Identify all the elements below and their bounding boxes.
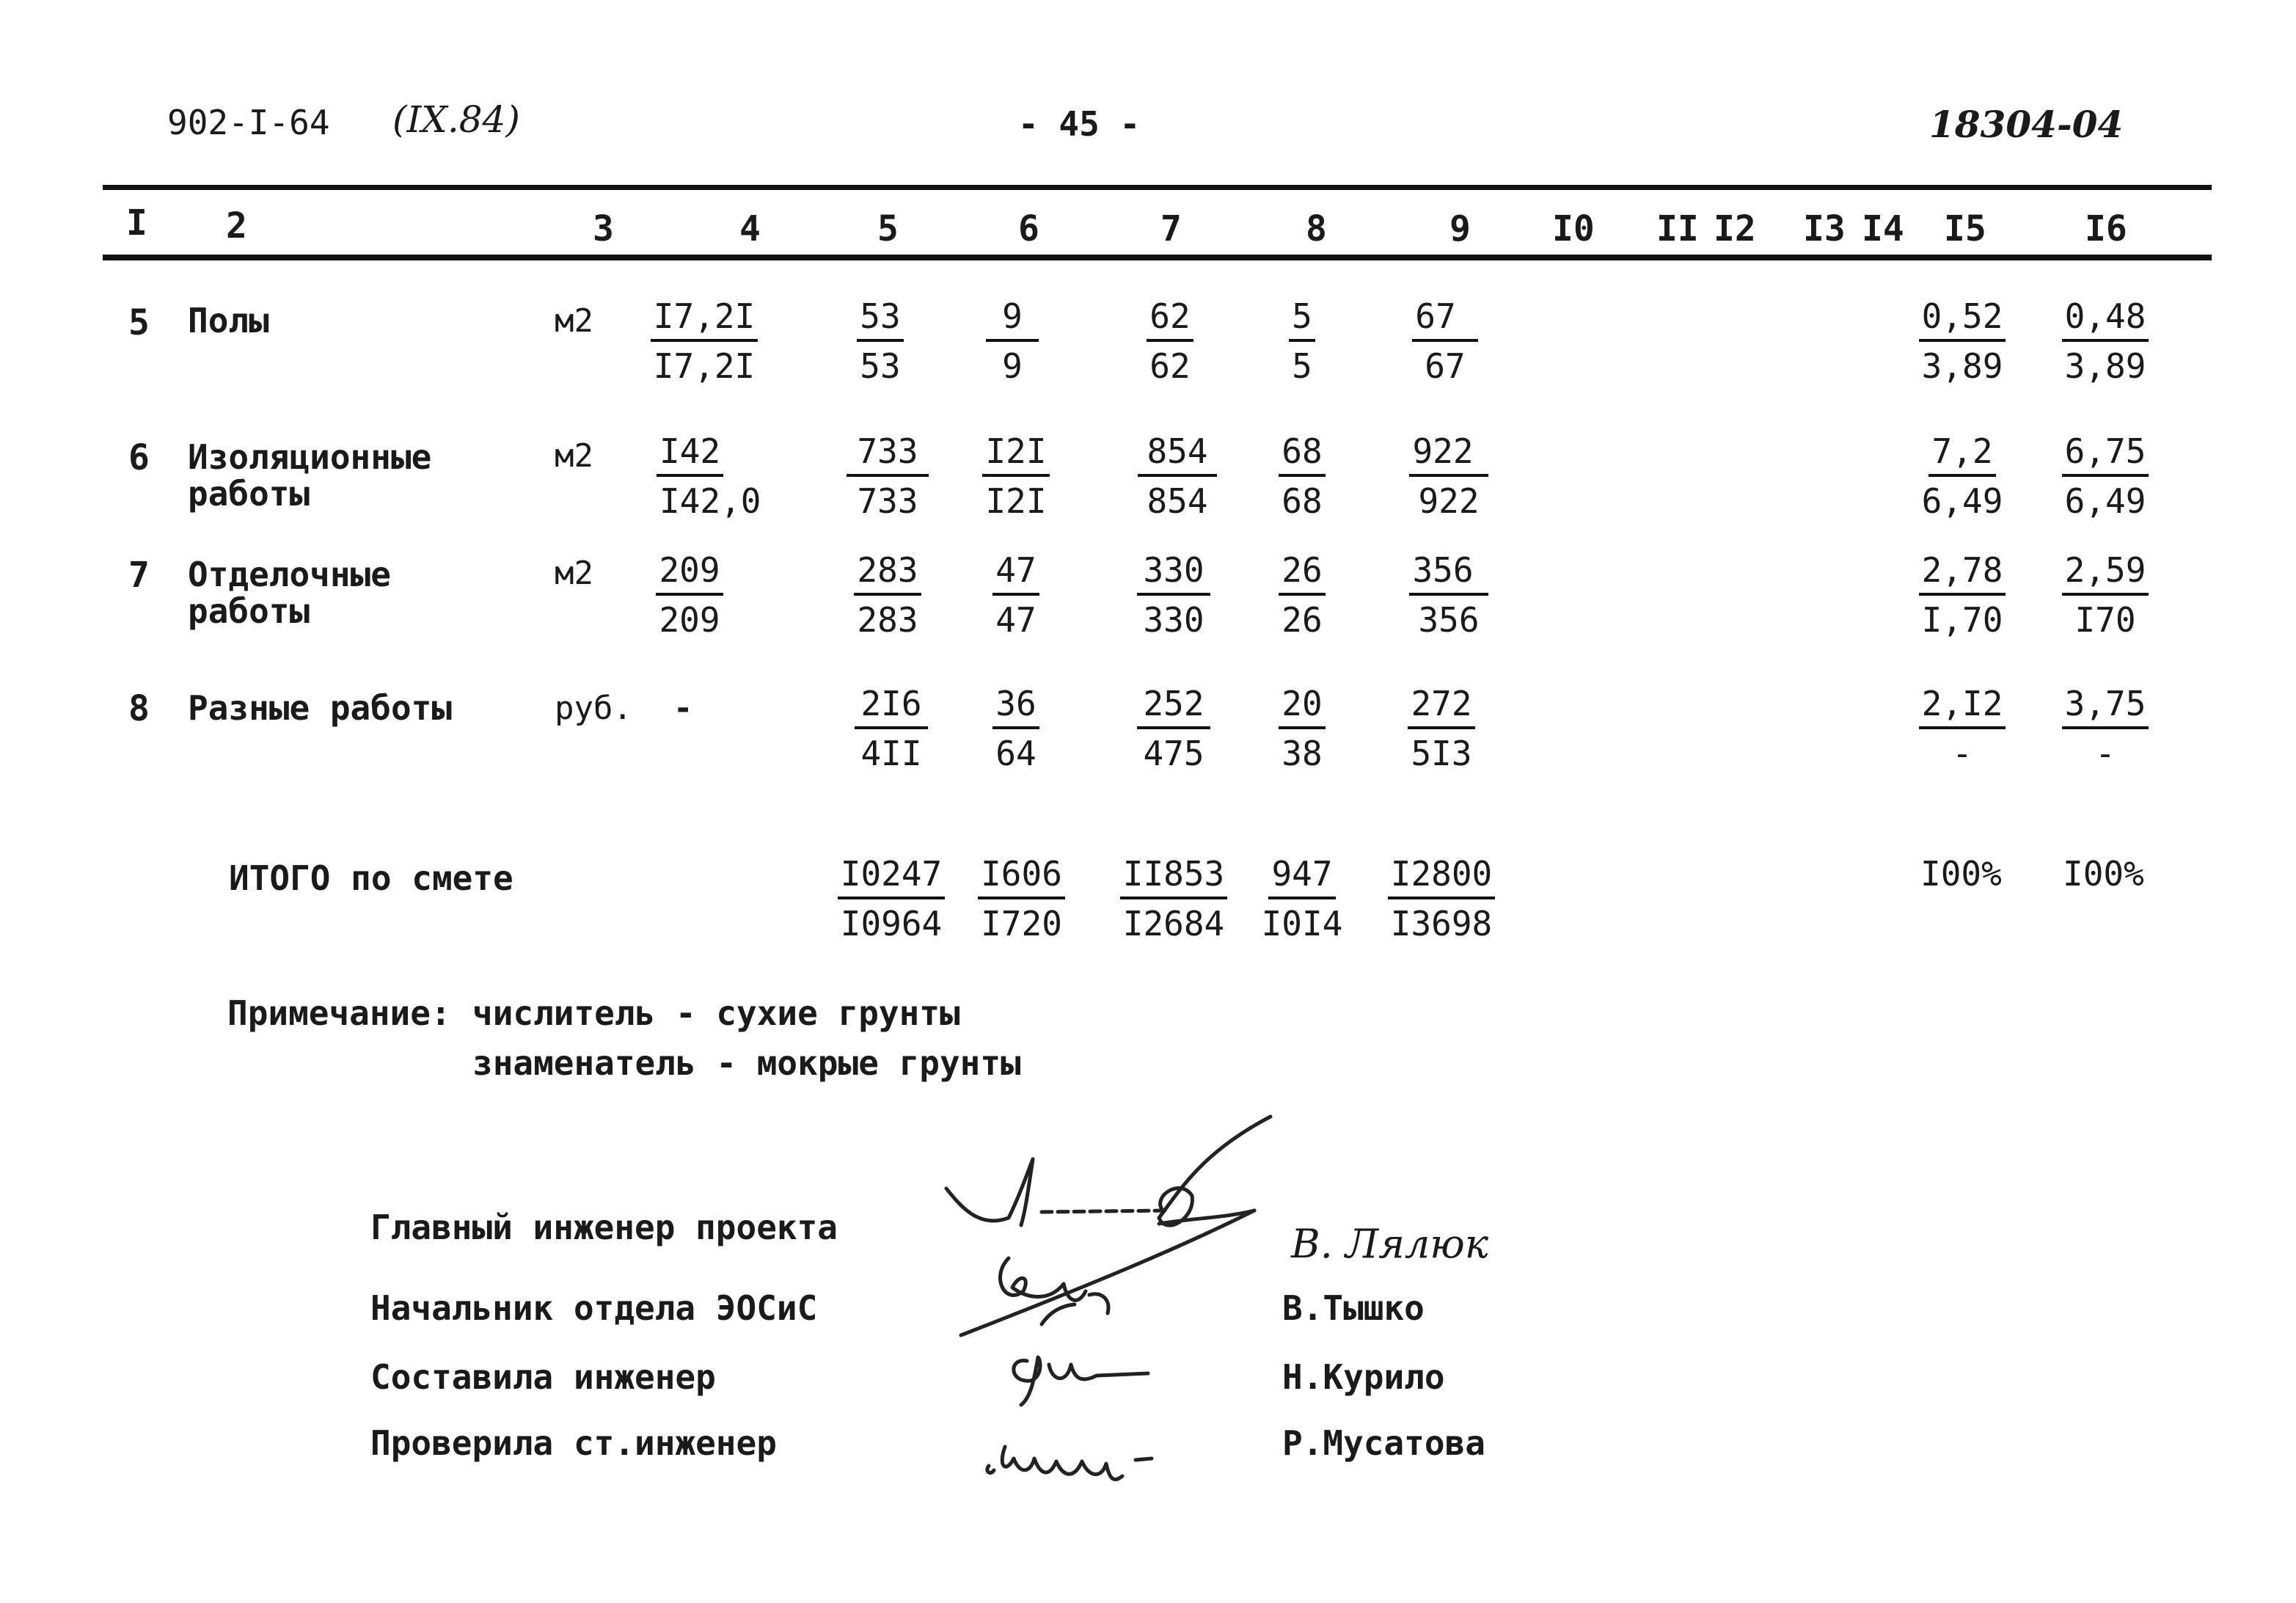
row-unit: м2 [555, 437, 593, 475]
numerator: 62 [1147, 296, 1193, 342]
signer-role: Главный инженер проекта [370, 1208, 838, 1247]
total-col-9 [1379, 854, 1504, 943]
numerator: 9 [986, 296, 1039, 342]
denominator: 47 [995, 600, 1037, 640]
col-header-10: I0 [1552, 208, 1595, 249]
numerator: 209 [656, 550, 723, 596]
document-code: 902-I-64 [167, 103, 330, 142]
numerator: 947 [1268, 854, 1335, 899]
col-header-12: I2 [1714, 208, 1756, 249]
signer-name: В. Лялюк [1291, 1221, 1488, 1267]
numerator: 53 [857, 296, 903, 342]
numerator: 272 [1408, 684, 1474, 729]
denominator: 9 [1002, 346, 1023, 386]
cell-col-7 [1126, 684, 1221, 773]
row-unit: м2 [555, 302, 593, 340]
denominator: I0964 [840, 904, 943, 943]
denominator: 209 [659, 600, 720, 640]
cell-col-15 [1911, 550, 2014, 640]
note-line-denominator: знаменатель - мокрые грунты [472, 1043, 1021, 1083]
cell-col-7 [1126, 296, 1214, 386]
cell-col-4-dash: - [673, 690, 693, 727]
denominator: 475 [1143, 734, 1204, 773]
total-col-7 [1111, 854, 1236, 943]
col-header-3: 3 [593, 208, 614, 249]
numerator: 5 [1289, 296, 1315, 342]
denominator: 62 [1149, 346, 1191, 386]
col-header-2: 2 [226, 205, 247, 247]
col-header-5: 5 [877, 208, 899, 249]
cell-col-4 [646, 550, 734, 640]
signer-name: Н.Курило [1282, 1357, 1445, 1397]
cell-col-5 [836, 296, 924, 386]
note-line-numerator: числитель - сухие грунты [472, 993, 960, 1033]
numerator: 3,75 [2062, 684, 2149, 729]
denominator: 3,89 [1921, 346, 2003, 386]
cell-col-8 [1265, 431, 1339, 521]
signature-stroke [987, 1466, 994, 1473]
signer-role: Проверила ст.инженер [370, 1423, 777, 1463]
table-top-rule [103, 185, 2212, 190]
numerator: 2,I2 [1919, 684, 2006, 729]
cell-col-16 [2054, 550, 2157, 640]
numerator: 20 [1279, 684, 1325, 729]
row-number: 7 [128, 555, 150, 596]
denominator: 26 [1282, 600, 1323, 640]
denominator: 356 [1418, 600, 1480, 640]
total-col-16: I00% [2063, 854, 2144, 894]
numerator: 330 [1137, 550, 1210, 596]
denominator: 733 [857, 481, 918, 521]
cell-col-7 [1126, 550, 1221, 640]
page-number: - 45 - [1018, 104, 1141, 144]
numerator: 36 [992, 684, 1039, 729]
handwritten-signatures [939, 1108, 1284, 1489]
numerator: I0247 [838, 854, 945, 899]
denominator: 53 [860, 346, 901, 386]
numerator: 67 [1412, 296, 1477, 342]
col-header-9: 9 [1449, 208, 1471, 249]
total-col-5 [829, 854, 954, 943]
denominator: I,70 [1921, 600, 2003, 640]
signature-stroke [961, 1211, 1254, 1335]
cell-col-9 [1397, 431, 1500, 521]
row-description: Полы [188, 301, 269, 340]
denominator: - [2095, 734, 2116, 773]
numerator: 2,59 [2062, 550, 2149, 596]
row-description: Разные работы [188, 688, 453, 728]
denominator: I70 [2074, 600, 2136, 640]
numerator: 6,75 [2062, 431, 2149, 477]
col-header-7: 7 [1160, 208, 1182, 249]
denominator: 6,49 [1921, 481, 2003, 521]
cell-col-4 [649, 296, 759, 386]
denominator: 4II [860, 734, 922, 773]
cell-col-4 [649, 431, 759, 521]
denominator: I720 [981, 904, 1062, 943]
numerator: I42 [657, 431, 723, 477]
revision-date: (IX.84) [392, 98, 520, 141]
cell-col-9 [1397, 550, 1500, 640]
denominator: 922 [1418, 481, 1480, 521]
numerator: I7,2I [651, 296, 758, 342]
row-description-line: Изоляционные [188, 437, 432, 477]
col-header-14: I4 [1862, 208, 1904, 249]
numerator: I2800 [1388, 854, 1495, 899]
cell-col-16 [2054, 431, 2157, 521]
cell-col-7 [1126, 431, 1229, 521]
numerator: 47 [992, 550, 1039, 596]
cell-col-9 [1397, 684, 1485, 773]
signature-stroke [1014, 1357, 1040, 1405]
signer-role: Начальник отдела ЭОСиС [370, 1288, 818, 1328]
signature-stroke [946, 1159, 1033, 1221]
denominator: 67 [1425, 346, 1466, 386]
denominator: 3,89 [2064, 346, 2146, 386]
signature-stroke [1042, 1304, 1075, 1324]
cell-col-15 [1911, 684, 2014, 773]
numerator: 0,48 [2062, 296, 2149, 342]
cell-col-6 [979, 550, 1053, 640]
numerator: 356 [1409, 550, 1488, 596]
col-header-15: I5 [1944, 208, 1986, 249]
denominator: 64 [995, 734, 1037, 773]
col-header-13: I3 [1803, 208, 1846, 249]
inventory-number: 18304-04 [1929, 103, 2124, 146]
row-number: 6 [128, 437, 150, 478]
signature-stroke [1042, 1211, 1166, 1212]
signer-role: Составила инженер [370, 1357, 716, 1397]
cell-col-5 [836, 431, 939, 521]
numerator: I2I [982, 431, 1049, 477]
row-description-line: работы [188, 474, 310, 514]
denominator: I3698 [1390, 904, 1493, 943]
col-header-6: 6 [1018, 208, 1039, 249]
col-header-4: 4 [739, 208, 761, 249]
denominator: I42,0 [659, 481, 761, 521]
cell-col-6 [976, 431, 1056, 521]
col-header-11: II [1656, 208, 1699, 249]
numerator: 2I6 [855, 684, 927, 729]
total-col-8 [1254, 854, 1350, 943]
numerator: 252 [1137, 684, 1210, 729]
cell-col-15 [1911, 296, 2014, 386]
col-header-8: 8 [1306, 208, 1327, 249]
signer-name: Р.Мусатова [1282, 1423, 1485, 1463]
row-number: 5 [128, 302, 150, 343]
denominator: 283 [857, 600, 918, 640]
numerator: 2,78 [1919, 550, 2006, 596]
row-unit: руб. [555, 690, 632, 727]
row-description [188, 439, 431, 512]
signature-stroke [1049, 1365, 1148, 1379]
cell-col-9 [1397, 296, 1493, 386]
numerator: 68 [1279, 431, 1325, 477]
cell-col-8 [1265, 296, 1339, 386]
cell-col-16 [2054, 296, 2157, 386]
denominator: 330 [1143, 600, 1204, 640]
numerator: 922 [1409, 431, 1488, 477]
denominator: 6,49 [2064, 481, 2146, 521]
cell-col-8 [1265, 550, 1339, 640]
denominator: 854 [1147, 481, 1208, 521]
row-description [188, 556, 391, 629]
col-header-1: I [126, 202, 147, 244]
total-col-6 [968, 854, 1075, 943]
denominator: 5I3 [1411, 734, 1472, 773]
cell-col-5 [844, 684, 939, 773]
row-description-line: работы [188, 591, 310, 631]
numerator: 854 [1138, 431, 1216, 477]
signer-name: В.Тышко [1282, 1288, 1425, 1328]
numerator: I606 [978, 854, 1065, 899]
cell-col-5 [844, 550, 932, 640]
numerator: 283 [854, 550, 921, 596]
cell-col-15 [1911, 431, 2014, 521]
col-header-16: I6 [2085, 208, 2127, 249]
signature-stroke [1089, 1294, 1108, 1313]
signature-stroke [1136, 1458, 1152, 1460]
numerator: 0,52 [1919, 296, 2006, 342]
table-header-rule [103, 255, 2212, 260]
denominator: I2I [985, 481, 1047, 521]
cell-col-16 [2054, 684, 2157, 773]
cell-col-6 [979, 684, 1053, 773]
denominator: I0I4 [1261, 904, 1343, 943]
numerator: II853 [1120, 854, 1227, 899]
total-label: ИТОГО по смете [229, 858, 513, 898]
cell-col-6 [972, 296, 1053, 386]
signature-stroke [1001, 1258, 1086, 1300]
numerator: 7,2 [1928, 431, 1995, 477]
signature-stroke [1021, 1159, 1033, 1225]
denominator: I2684 [1122, 904, 1225, 943]
denominator: - [1952, 734, 1973, 773]
signature-stroke [1002, 1447, 1122, 1480]
row-description-line: Отделочные [188, 555, 391, 594]
total-col-15: I00% [1920, 854, 2002, 894]
denominator: 5 [1292, 346, 1312, 386]
denominator: 68 [1282, 481, 1323, 521]
cell-col-8 [1265, 684, 1339, 773]
row-number: 8 [128, 688, 150, 729]
note-label: Примечание: [227, 993, 451, 1033]
numerator: 733 [847, 431, 928, 477]
numerator: 26 [1279, 550, 1325, 596]
row-unit: м2 [555, 555, 593, 592]
denominator: 38 [1282, 734, 1323, 773]
denominator: I7,2I [653, 346, 756, 386]
